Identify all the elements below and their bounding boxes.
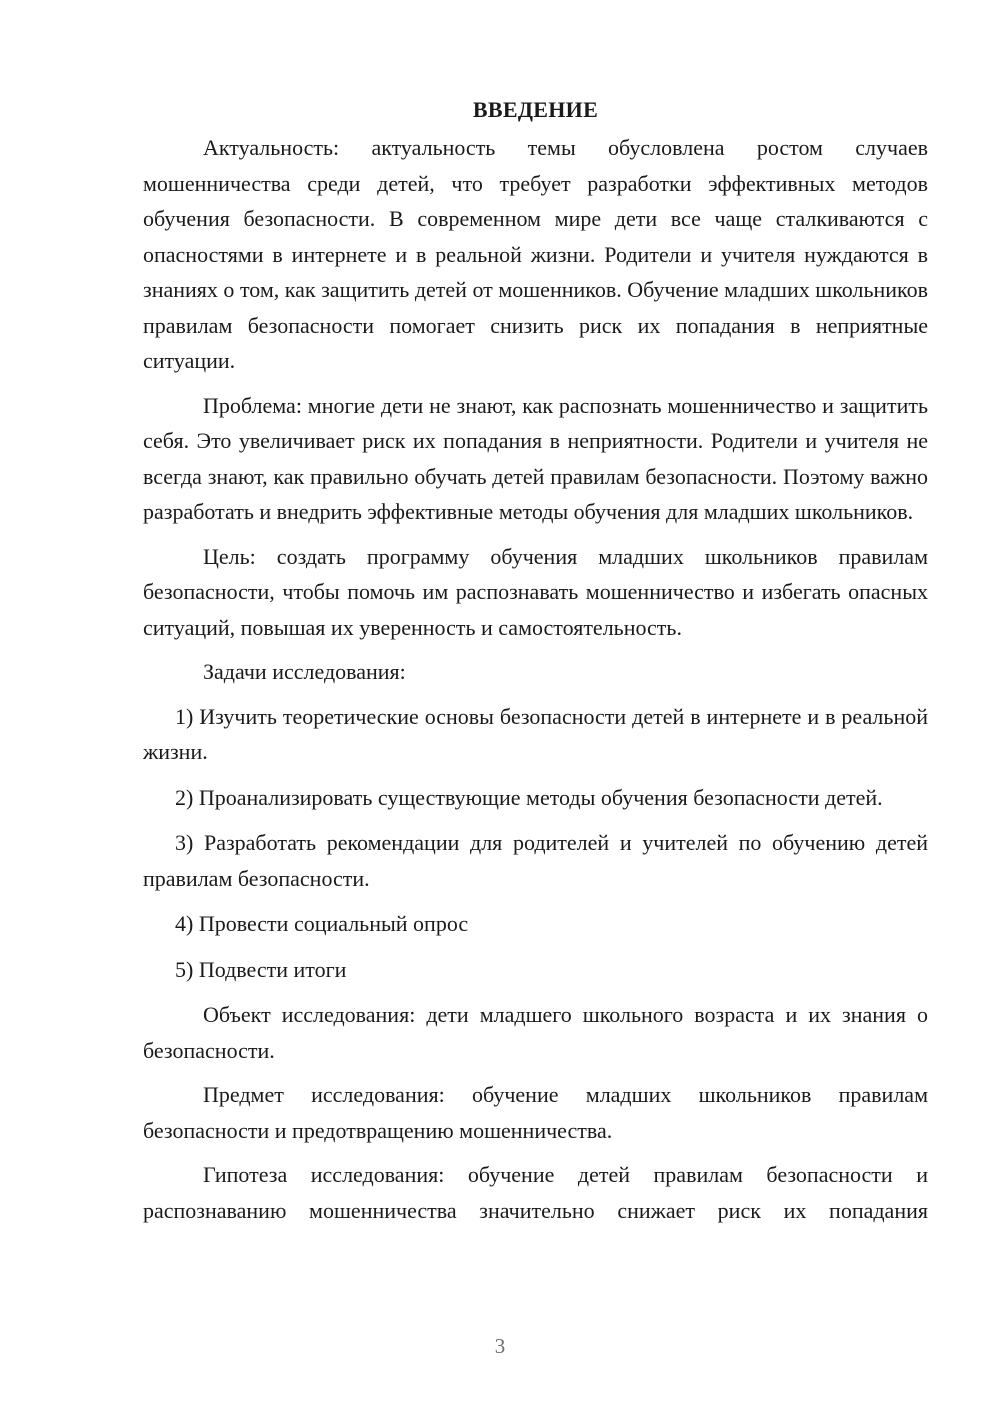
paragraph-problem: Проблема: многие дети не знают, как распознать мошенничество и защитить себя. Это увеличивает риск их попадания в неприятности. Родители и учителя не всегда знают, как правильно обучать детей правилам безопасности. Поэтому важно разработать и внедрить эффективные методы обучения для младших школьников. [143,392,928,524]
task-item: 2) Проанализировать существующие методы обучения безопасности детей. [175,784,883,810]
paragraph-subject: Предмет исследования: обучение младших школьников правилам безопасности и предотвращению мошенничества. [143,1082,928,1143]
document-page [143,92,928,1237]
paragraph-relevance: Актуальность: актуальность темы обусловлена ростом случаев мошенничества среди детей, что требует разработки эффективных методов обучения безопасности. В современном мире дети все чаще сталкиваются с опасностями в интернете и в реальной жизни. Родители и учителя нуждаются в знаниях о том, как защитить детей от мошенников. Обучение младших школьников правилам безопасности помогает снизить риск их попадания в неприятные ситуации. [143,135,928,373]
task-item: 5) Подвести итоги [175,956,347,982]
paragraph-tasks-heading: Задачи исследования: [203,659,406,684]
paragraph-hypothesis: Гипотеза исследования: обучение детей правилам безопасности и распознаванию мошенничества значительно снижает риск их попадания [143,1162,928,1223]
paragraph-goal: Цель: создать программу обучения младших школьников правилам безопасности, чтобы помочь им распознавать мошенничество и избегать опасных ситуаций, повышая их уверенность и самостоятельность. [143,543,928,640]
section-title: ВВЕДЕНИЕ [472,97,599,122]
paragraph-object: Объект исследования: дети младшего школьного возраста и их знания о безопасности. [143,1002,928,1063]
task-item: 3) Разработать рекомендации для родителей и учителей по обучению детей правилам безопасности. [143,830,928,891]
task-item: 4) Провести социальный опрос [175,911,469,936]
page-number: 3 [494,1334,506,1358]
task-item: 1) Изучить теоретические основы безопасности детей в интернете и в реальной жизни. [143,703,928,764]
